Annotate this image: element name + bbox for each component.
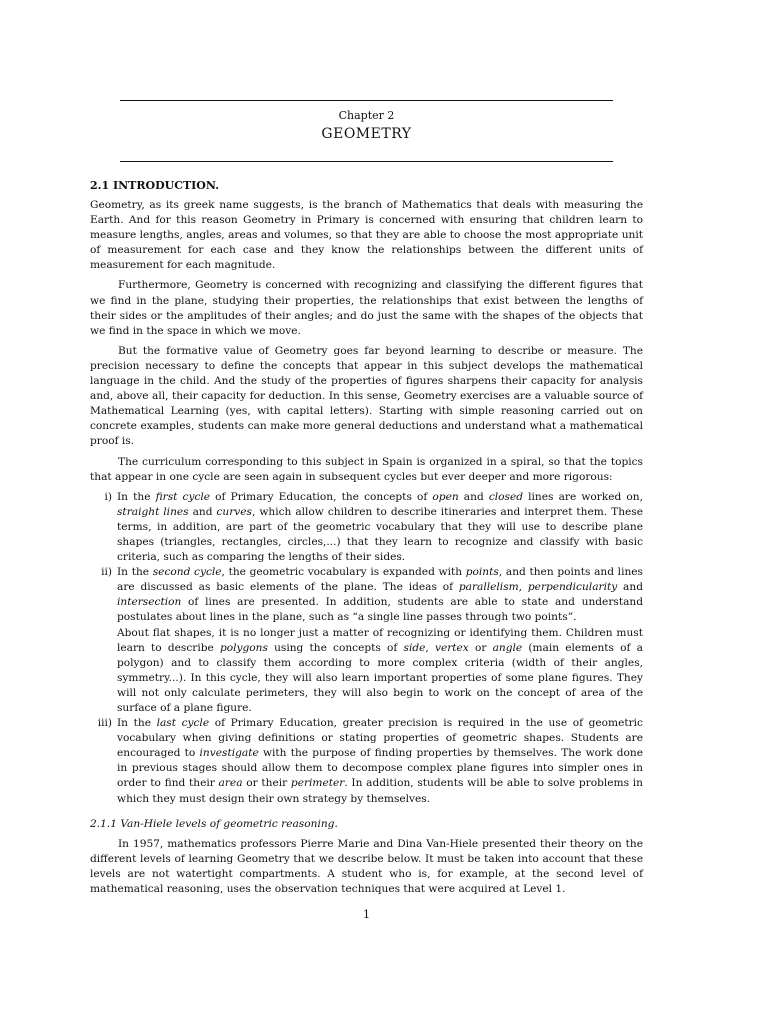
subsection-heading: 2.1.1 Van-Hiele levels of geometric reasoning. (90, 817, 338, 830)
cycle-number: iii) (97, 717, 112, 730)
cycle-text-continued: About flat shapes, it is no longer just a matter of recognizing or identifying them. Children must learn to describe polygons using the concepts of side, vertex or angle (main elements of a polygon) and to classify them according to more complex criteria (width of their angles, symmetry...). In this cycle, they will also learn important properties of some plane figures. They will not only calculate perimeters, they will also begin to work on the concept of area of the surface of a plane figure. (117, 626, 643, 714)
cycle-number: i) (104, 490, 112, 503)
section-heading: 2.1 INTRODUCTION. (90, 179, 220, 192)
header-rule-top (120, 100, 613, 101)
cycle-item-third (90, 716, 643, 807)
paragraph-2: Furthermore, Geometry is concerned with recognizing and classifying the different figures that we find in the plane, studying their properties, the relationships that exist between the lengths of their sides or the amplitudes of their angles; and do just the same with the shapes of the objects that we find in the space in which we move. (90, 279, 643, 337)
cycle-list (90, 490, 643, 807)
cycle-item-second (90, 565, 643, 716)
paragraph-3: But the formative value of Geometry goes far beyond learning to describe or measure. The precision necessary to define the concepts that appear in this subject develops the mathematical language in the child. And the study of the properties of figures sharpens their capacity for analysis and, above all, their capacity for deduction. In this sense, Geometry exercises are a valuable source of Mathematical Learning (yes, with capital letters). Starting with simple reasoning carried out on concrete examples, students can make more general deductions and understand what a mathematical proof is. (90, 344, 643, 448)
header-rule-bottom (120, 161, 613, 162)
paragraph-1: Geometry, as its greek name suggests, is the branch of Mathematics that deals with measuring the Earth. And for this reason Geometry in Primary is concerned with ensuring that children learn to measure lengths, angles, areas and volumes, so that they are able to choose the most appropriate unit of measurement for each case and they know the relationships between the different units of measurement for each magnitude. (90, 199, 643, 272)
cycle-text: In the last cycle of Primary Education, greater precision is required in the use of geometric vocabulary when giving definitions or stating properties of geometric shapes. Students are encouraged to investigate with the purpose of finding properties by themselves. The work done in previous stages should allow them to decompose complex plane figures into simpler ones in order to find their area or their perimeter. In addition, students will be able to solve problems in which they must design their own strategy by themselves. (117, 717, 644, 805)
cycle-item-first (90, 490, 643, 565)
document-body (90, 178, 643, 902)
cycle-text: In the second cycle, the geometric vocabulary is expanded with points, and then points and lines are discussed as basic elements of the plane. The ideas of parallelism, perpendicularity and intersection of lines are presented. In addition, students are able to state and understand postulates about lines in the plane, such as “a single line passes through two points”. (117, 566, 643, 624)
paragraph-4: The curriculum corresponding to this subject in Spain is organized in a spiral, so that the topics that appear in one cycle are seen again in subsequent cycles but ever deeper and more rigorous: (90, 455, 643, 483)
chapter-title: GEOMETRY (321, 126, 412, 142)
cycle-text: In the first cycle of Primary Education, the concepts of open and closed lines are worked on, straight lines and curves, which allow children to describe itineraries and interpret them. These terms, in addition, are part of the geometric vocabulary that they will use to describe plane shapes (triangles, rectangles, circles,...) that they learn to recognize and classify with basic criteria, such as comparing the lengths of their sides. (117, 490, 644, 564)
chapter-label: Chapter 2 (338, 109, 395, 122)
subsection-paragraph-1: In 1957, mathematics professors Pierre Marie and Dina Van-Hiele presented their theory on the different levels of learning Geometry that we describe below. It must be taken into account that these levels are not watertight compartments. A student who is, for example, at the second level of mathematical reasoning, uses the observation techniques that were acquired at Level 1. (90, 837, 643, 896)
page-number: 1 (363, 908, 370, 921)
cycle-number: ii) (101, 566, 112, 579)
